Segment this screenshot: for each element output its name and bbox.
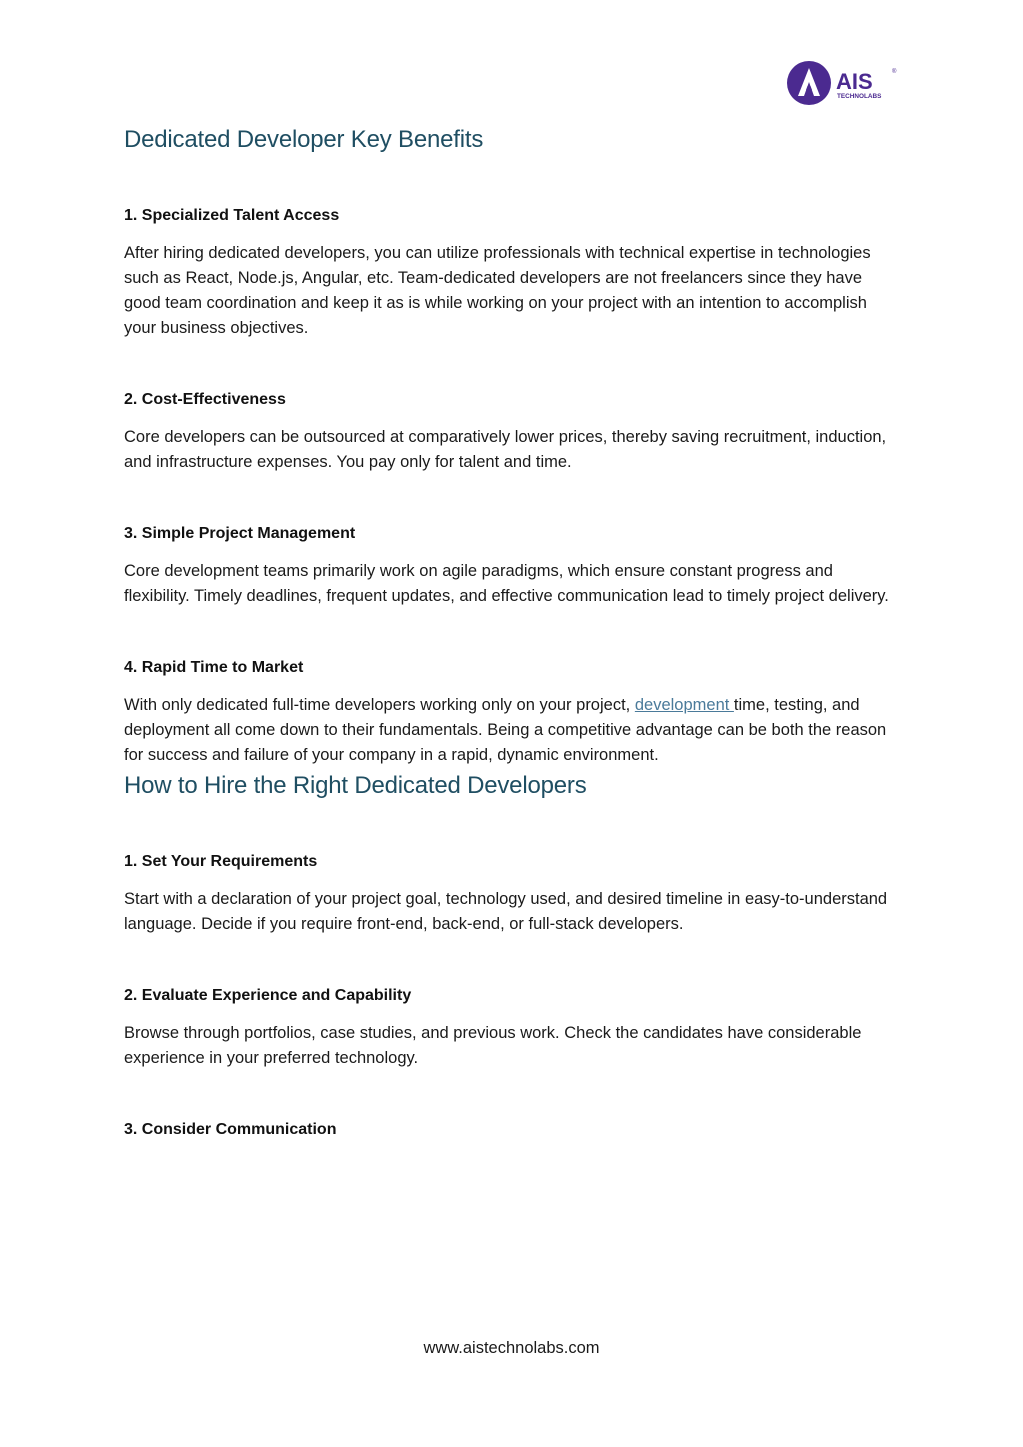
benefit-title: 2. Cost-Effectiveness bbox=[124, 391, 286, 408]
logo-circle-icon bbox=[787, 61, 831, 105]
benefit-item bbox=[124, 205, 899, 341]
hiring-step-title: 3. Consider Communication bbox=[124, 1121, 337, 1138]
section-title-how-to-hire: How to Hire the Right Dedicated Developers bbox=[124, 772, 587, 799]
benefit-title: 4. Rapid Time to Market bbox=[124, 659, 304, 676]
hiring-step-title: 2. Evaluate Experience and Capability bbox=[124, 987, 412, 1004]
footer-url: www.aistechnolabs.com bbox=[423, 1339, 600, 1357]
hiring-step-body: Start with a declaration of your project goal, technology used, and desired timeline in easy-to-understand language. Decide if you require front-end, back-end, or full-stack developers. bbox=[124, 890, 888, 933]
section-title-key-benefits: Dedicated Developer Key Benefits bbox=[124, 126, 484, 153]
logo-registered-mark: ® bbox=[892, 69, 897, 75]
benefit-body bbox=[124, 693, 899, 768]
benefit-item bbox=[124, 523, 899, 609]
benefit-body-text: With only dedicated full-time developers working only on your project, bbox=[124, 696, 635, 714]
benefit-title: 3. Simple Project Management bbox=[124, 525, 356, 542]
ais-technolabs-logo bbox=[786, 58, 898, 108]
development-link[interactable]: development bbox=[634, 696, 734, 714]
logo-sub-text: TECHNOLABS bbox=[837, 93, 882, 100]
hiring-step-title: 1. Set Your Requirements bbox=[124, 853, 318, 870]
benefit-item bbox=[124, 657, 899, 768]
document-content bbox=[124, 122, 899, 1141]
hiring-step-body: Browse through portfolios, case studies, and previous work. Check the candidates have considerable experience in your preferred technology. bbox=[124, 1024, 862, 1067]
benefit-title: 1. Specialized Talent Access bbox=[124, 207, 340, 224]
hiring-step-item bbox=[124, 851, 899, 937]
logo-brand-text: AIS bbox=[836, 69, 873, 94]
benefit-body: Core developers can be outsourced at comparatively lower prices, thereby saving recruitment, induction, and infrastructure expenses. You pay only for talent and time. bbox=[124, 428, 887, 471]
benefit-body-text: time, testing, and deployment all come down to their fundamentals. Being a competitive advantage can be both the reason for success and failure of your company in a rapid, dynamic environment. bbox=[124, 696, 887, 764]
benefit-body: Core development teams primarily work on agile paradigms, which ensure constant progress and flexibility. Timely deadlines, frequent updates, and effective communication lead to timely project delivery. bbox=[124, 562, 889, 605]
benefit-body: After hiring dedicated developers, you can utilize professionals with technical expertise in technologies such as React, Node.js, Angular, etc. Team-dedicated developers are not freelancers since they have good team coordination and keep it as is while working on your project with an intention to accomplish your business objectives. bbox=[124, 244, 871, 337]
hiring-step-item bbox=[124, 985, 899, 1071]
hiring-step-item bbox=[124, 1119, 899, 1141]
benefit-item bbox=[124, 389, 899, 475]
